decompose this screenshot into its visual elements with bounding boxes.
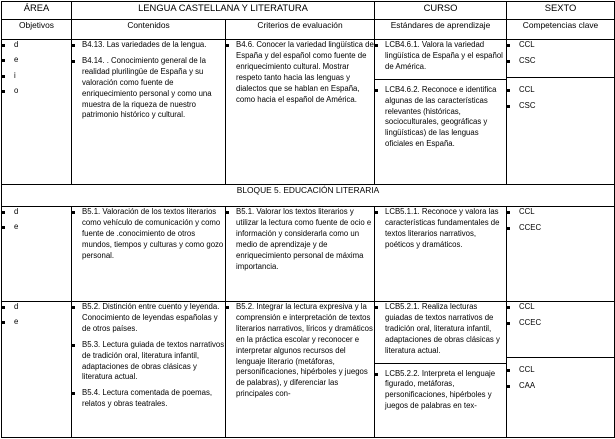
list-item: B5.2. Integrar la lectura expresiva y la comprensión e interpretación de textos literarios narrativos, líricos y dramáticos en la práctica escolar y reconocer e interpretar algunos recursos del lenguaje literario (metáforas, personificaciones, hipérboles y juegos de palabras), y diferenciar las principales con- <box>226 302 374 400</box>
list-item: LCB5.2.2. Interpreta el lenguaje figurado, metáforas, personificaciones, hipérboles y juegos de palabras en tex- <box>375 369 506 413</box>
list-item: LCB4.6.1. Valora la variedad lingüística de España y el español de América. <box>375 40 506 73</box>
objetivos-header: Objetivos <box>2 20 72 40</box>
table-row <box>2 40 615 185</box>
list-item: B4.14. . Conocimiento general de la realidad plurilingüe de España y su valoración como fuente de enriquecimiento personal y como una muestra de la riqueza de nuestro patrimonio histórico y cultural. <box>72 56 225 121</box>
contenidos-cell <box>72 207 226 302</box>
list-item: e <box>2 222 71 233</box>
list-item: LCB4.6.2. Reconoce e identifica algunas de las características relevantes (históricas, socioculturales, geográficas y lingüísticas) de las lenguas oficiales en España. <box>375 85 506 150</box>
list-item: CSC <box>507 101 614 112</box>
list-item: o <box>2 86 71 97</box>
list-item: B4.13. Las variedades de la lengua. <box>72 40 225 51</box>
list-item: B4.6. Conocer la variedad lingüística de España y del español como fuente de enriquecimiento cultural. Mostrar respeto tanto hacia las lenguas y dialectos que se hablan en España, como hacia el español de América. <box>226 40 374 105</box>
contenidos-cell <box>72 302 226 438</box>
list-item: CCEC <box>507 223 614 234</box>
criterios-cell <box>226 207 375 302</box>
list-item: CSC <box>507 56 614 67</box>
list-item: B5.4. Lectura comentada de poemas, relatos y obras teatrales. <box>72 388 225 410</box>
grade-header: SEXTO <box>507 2 615 20</box>
list-item: e <box>2 55 71 66</box>
header-row <box>2 2 615 20</box>
course-header: CURSO <box>375 2 507 20</box>
area-header: ÁREA <box>2 2 72 20</box>
estandar-divider <box>375 79 507 150</box>
competencias-header: Competencias clave <box>507 20 615 40</box>
competencias-cell <box>507 302 615 438</box>
estandares-cell <box>375 207 507 302</box>
list-item: d <box>2 207 71 218</box>
estandares-cell <box>375 40 507 185</box>
criterios-cell <box>226 302 375 438</box>
list-item: CAA <box>507 381 614 392</box>
contenidos-cell <box>72 40 226 185</box>
subject-header: LENGUA CASTELLANA Y LITERATURA <box>72 2 375 20</box>
list-item: B5.3. Lectura guiada de textos narrativos de tradición oral, literatura infantil, adaptaciones de obras clásicas y literatura actual. <box>72 340 225 384</box>
block-title-row <box>2 185 615 207</box>
list-item: CCL <box>507 85 614 96</box>
table-row <box>2 302 615 438</box>
objetivos-cell <box>2 207 72 302</box>
list-item: B5.2. Distinción entre cuento y leyenda. Conocimiento de leyendas españolas y de otros países. <box>72 302 225 335</box>
estandares-header: Estándares de aprendizaje <box>375 20 507 40</box>
list-item: CCL <box>507 207 614 218</box>
competencias-divider <box>507 357 615 392</box>
list-item: LCB5.2.1. Realiza lecturas guiadas de textos narrativos de tradición oral, literatura infantil, adaptaciones de obras clásicas y literatura actual. <box>375 302 506 357</box>
competencias-divider <box>507 77 615 112</box>
competencias-cell <box>507 207 615 302</box>
list-item: d <box>2 40 71 51</box>
list-item: CCL <box>507 365 614 376</box>
list-item: LCB5.1.1. Reconoce y valora las características fundamentales de textos literarios narrativos, poéticos y dramáticos. <box>375 207 506 251</box>
list-item: CCL <box>507 40 614 51</box>
curriculum-table <box>1 1 615 438</box>
estandar-divider <box>375 363 507 413</box>
list-item: d <box>2 302 71 313</box>
block-title: BLOQUE 5. EDUCACIÓN LITERARIA <box>2 185 615 207</box>
list-item: B5.1. Valoración de los textos literarios como vehículo de comunicación y como fuente de .conocimiento de otros mundos, tiempos y culturas y como gozo personal. <box>72 207 225 262</box>
estandares-cell <box>375 302 507 438</box>
criterios-cell <box>226 40 375 185</box>
list-item: CCEC <box>507 318 614 329</box>
list-item: CCL <box>507 302 614 313</box>
competencias-cell <box>507 40 615 185</box>
objetivos-cell <box>2 40 72 185</box>
list-item: i <box>2 71 71 82</box>
objetivos-cell <box>2 302 72 438</box>
list-item: e <box>2 317 71 328</box>
subheader-row <box>2 20 615 40</box>
criterios-header: Criterios de evaluación <box>226 20 375 40</box>
list-item: B5.1. Valorar los textos literarios y utilizar la lectura como fuente de ocio e información y considerarla como un medio de aprendizaje y de enriquecimiento personal de máxima importancia. <box>226 207 374 272</box>
contenidos-header: Contenidos <box>72 20 226 40</box>
table-row <box>2 207 615 302</box>
